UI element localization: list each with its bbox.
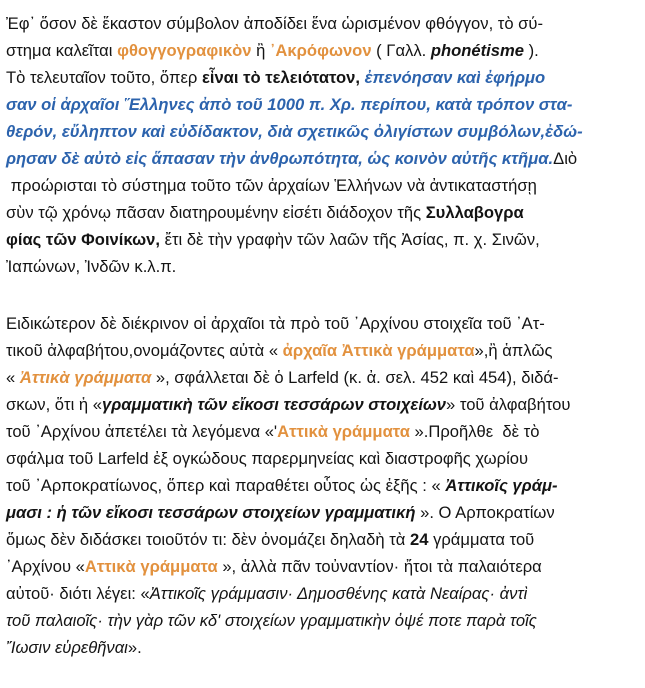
p2-line-5 xyxy=(6,420,539,444)
p1-line-4 xyxy=(6,93,572,117)
italic-quote: Ἴωσιν εὑρεθῆναι xyxy=(6,638,128,657)
term-attic-letters: Αττικὰ γράμματα xyxy=(277,422,410,441)
term-archaic-attic-letters: ἀρχαῖα Ἀττικὰ γράμματα xyxy=(282,341,475,360)
text-run: ἔτι δὲ τὴν γραφὴν τῶν λαῶν τῆς Ἀσίας, π. χ. Σινῶν, xyxy=(159,230,540,249)
p1-line-8 xyxy=(6,201,524,225)
bold-italic-phrase: μασι : ἡ τῶν εἴκοσι τεσσάρων στοιχείων γραμματική xyxy=(6,503,416,522)
text-run: ». Ο Αρποκρατίων xyxy=(415,503,555,522)
p1-line-9 xyxy=(6,228,540,252)
text-run: », σφάλλεται δὲ ὁ Larfeld (κ. ἀ. σελ. 452 καὶ 454), διδά- xyxy=(151,368,559,387)
p2-line-1 xyxy=(6,312,545,336)
p2-line-6 xyxy=(6,447,528,471)
text-run: ἢ xyxy=(251,41,270,60)
term-phthongographic: φθογγογραφικὸν xyxy=(117,41,252,60)
bold-number: 24 xyxy=(409,530,429,549)
term-attic-letters: Ἀττικὰ γράμματα xyxy=(19,368,152,387)
text-run: Ἐφ᾽ ὅσον δὲ ἕκαστον σύμβολον ἀποδίδει ἕνα ὡρισμένον φθόγγον, τὸ σύ- xyxy=(6,14,544,33)
bold-italic-phrase: Ἀττικοῖς γράμ- xyxy=(445,476,558,495)
text-run: ( Γαλλ. xyxy=(371,41,431,60)
text-run: Ειδικώτερον δὲ διέκρινον οἱ ἀρχαῖοι τὰ πρὸ τοῦ ᾽Αρχίνου στοιχεῖα τοῦ ᾽Ατ- xyxy=(6,314,545,333)
text-run: σκων, ὅτι ἡ « xyxy=(6,395,102,414)
p1-line-6 xyxy=(6,147,577,171)
blue-phrase: θερόν, εὔληπτον καὶ εὐδίδακτον, διὰ σχετικῶς ὀλιγίστων συμβόλων,ἐδώ- xyxy=(6,122,583,141)
text-run: τοῦ ᾽Αρχίνου ἀπετέλει τὰ λεγόμενα «' xyxy=(6,422,278,441)
p2-line-7 xyxy=(6,474,558,498)
text-run: », ἀλλὰ πᾶν τοὐναντίον· ἤτοι τὰ παλαιότερα xyxy=(217,557,542,576)
text-run: σὺν τῷ χρόνῳ πᾶσαν διατηρουμένην εἰσέτι διάδοχον τῆς xyxy=(6,203,426,222)
p2-line-2 xyxy=(6,339,553,363)
p1-line-1 xyxy=(6,12,543,36)
text-run: στημα καλεῖται xyxy=(6,41,118,60)
p2-line-13 xyxy=(6,636,142,660)
text-run: ». xyxy=(127,638,142,657)
text-run: αὐτοῦ· διότι λέγει: « xyxy=(6,584,150,603)
text-run: τικοῦ ἀλφαβήτου,ονομάζοντες αὐτὰ « xyxy=(6,341,283,360)
text-run: ᾽Αρχίνου « xyxy=(6,557,85,576)
text-run: τοῦ ᾽Αρποκρατίωνος, ὅπερ καὶ παραθέτει οὗτος ὡς ἑξῆς : « xyxy=(6,476,446,495)
text-run: Διὸ xyxy=(553,149,578,168)
p1-line-5 xyxy=(6,120,583,144)
p1-line-2 xyxy=(6,39,539,63)
text-run: προώρισται τὸ σύστημα τοῦτο τῶν ἀρχαίων Ἑλλήνων νὰ ἀντικαταστήσῃ xyxy=(6,176,537,195)
p2-line-10 xyxy=(6,555,542,579)
term-acrophonic: ᾽Ακρόφωνον xyxy=(269,41,372,60)
bold-phrase: Συλλαβογρα xyxy=(425,203,524,222)
italic-quote: Ἀττικοῖς γράμμασιν· Δημοσθένης κατὰ Νεαίρας· ἀντὶ xyxy=(149,584,528,603)
p2-line-11 xyxy=(6,582,527,606)
text-run: σφάλμα τοῦ Larfeld ἐξ ογκώδους παρερμηνείας καὶ διαστροφῆς χωρίου xyxy=(6,449,529,468)
blue-phrase: ρησαν δὲ αὐτὸ εἰς ἅπασαν τὴν ἀνθρωπότητα, ὡς κοινὸν αὐτῆς κτῆμα. xyxy=(6,149,554,168)
term-phonetisme: phonétisme xyxy=(430,41,524,60)
text-run: Ἰαπώνων, Ἰνδῶν κ.λ.π. xyxy=(6,257,177,276)
text-run: ».Προῆλθε δὲ τὸ xyxy=(409,422,540,441)
text-run: Τὸ τελευταῖον τοῦτο, ὅπερ xyxy=(6,68,202,87)
p1-line-10 xyxy=(6,255,176,279)
p2-line-9 xyxy=(6,528,534,552)
text-run: « xyxy=(6,368,20,387)
p1-line-3 xyxy=(6,66,545,90)
p2-line-8 xyxy=(6,501,555,525)
p2-line-12 xyxy=(6,609,537,633)
bold-phrase: φίας τῶν Φοινίκων, xyxy=(6,230,160,249)
bold-phrase: εἶναι τὸ τελειότατον, xyxy=(201,68,360,87)
blue-phrase: ἐπενόησαν καὶ ἐφήρμο xyxy=(359,68,546,87)
blue-phrase: σαν οἱ ἀρχαῖοι Ἕλληνες ἀπὸ τοῦ 1000 π. Χρ. περίπου, κατὰ τρόπον στα- xyxy=(6,95,573,114)
p2-line-3 xyxy=(6,366,559,390)
text-run: γράμματα τοῦ xyxy=(428,530,535,549)
text-run: ). xyxy=(523,41,539,60)
text-run: » τοῦ ἀλφαβήτου xyxy=(446,395,571,414)
term-attic-letters: Αττικὰ γράμματα xyxy=(84,557,218,576)
bold-italic-phrase: γραμματικὴ τῶν εἴκοσι τεσσάρων στοιχείων xyxy=(101,395,447,414)
text-run: »,ἢ ἁπλῶς xyxy=(474,341,553,360)
p2-line-4 xyxy=(6,393,570,417)
italic-quote: τοῦ παλαιοῖς· τὴν γὰρ τῶν κδ' στοιχείων γραμματικὴν ὀψέ ποτε παρὰ τοῖς xyxy=(6,611,537,630)
p1-line-7 xyxy=(6,174,537,198)
text-run: ὅμως δὲν διδάσκει τοιοῦτόν τι: δὲν ὀνομάζει δηλαδὴ τὰ xyxy=(6,530,410,549)
